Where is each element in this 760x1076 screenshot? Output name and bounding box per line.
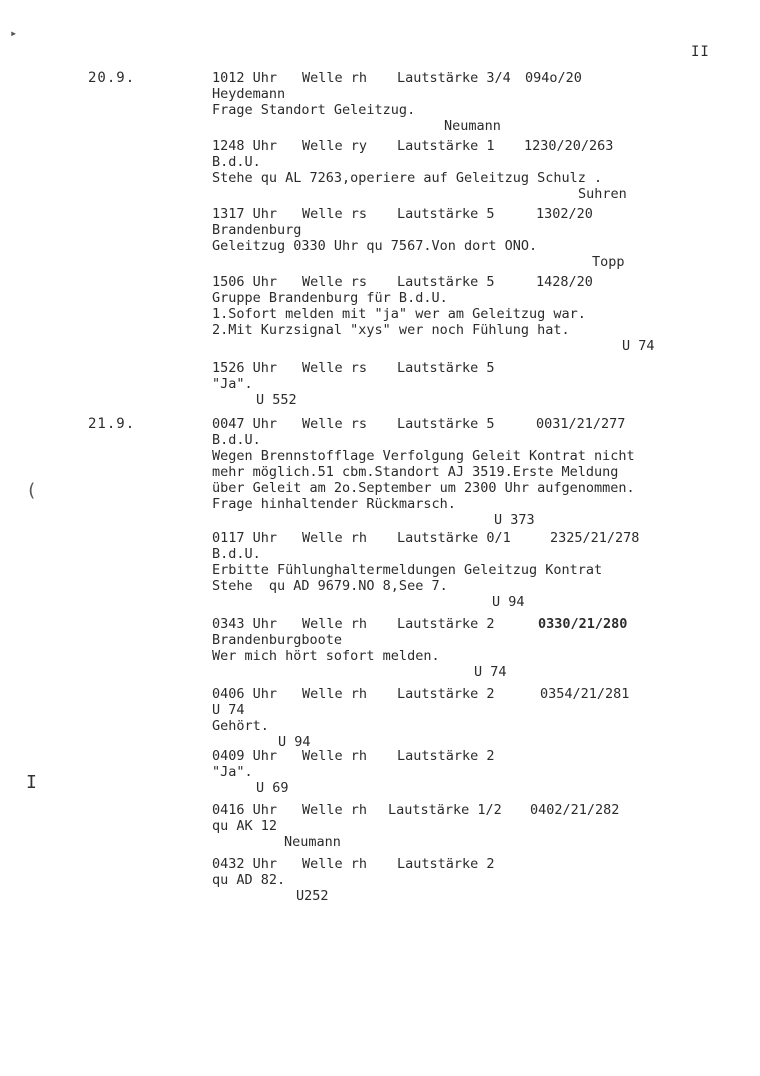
entry-line: 1.Sofort melden mit "ja" wer am Geleitzug war. — [212, 306, 586, 322]
signature-text: Neumann — [284, 834, 341, 850]
entry-line: über Geleit am 2o.September um 2300 Uhr aufgenommen. — [212, 480, 635, 496]
entry-line: Heydemann — [212, 86, 286, 102]
entry-signature — [212, 834, 732, 852]
entry-line: qu AK 12 — [212, 818, 278, 834]
entry-header — [212, 748, 732, 764]
entry-wave: Welle rh — [302, 616, 368, 632]
entry-signature — [212, 888, 732, 906]
entry-line: Brandenburgboote — [212, 632, 343, 648]
date-label: 21.9. — [88, 416, 136, 432]
log-entry — [212, 206, 732, 272]
signature-text: U 94 — [278, 734, 311, 750]
log-entry — [212, 416, 732, 530]
signature-text: U 373 — [494, 512, 535, 528]
entry-number: 0330/21/280 — [538, 616, 628, 632]
entry-number: 1230/20/263 — [524, 138, 614, 154]
entry-line: B.d.U. — [212, 432, 261, 448]
log-entry — [212, 802, 732, 852]
entry-volume: Lautstärke 1/2 — [388, 802, 502, 818]
entry-number: 1302/20 — [536, 206, 593, 222]
entry-line: "Ja". — [212, 376, 253, 392]
entry-header — [212, 360, 732, 376]
entry-signature — [212, 338, 732, 356]
entry-signature — [212, 664, 732, 682]
entry-time: 0406 Uhr — [212, 686, 278, 702]
entry-volume: Lautstärke 1 — [397, 138, 495, 154]
log-entry — [212, 616, 732, 682]
entry-wave: Welle rh — [302, 530, 368, 546]
punch-hole-mark: ( — [26, 480, 37, 501]
entry-wave: Welle ry — [302, 138, 368, 154]
entry-line: "Ja". — [212, 764, 253, 780]
entry-volume: Lautstärke 5 — [397, 274, 495, 290]
entry-line: Frage Standort Geleitzug. — [212, 102, 416, 118]
entry-line: Geleitzug 0330 Uhr qu 7567.Von dort ONO. — [212, 238, 538, 254]
entry-wave: Welle rh — [302, 70, 368, 86]
log-entry — [212, 530, 732, 612]
entry-volume: Lautstärke 2 — [397, 616, 495, 632]
entry-header — [212, 206, 732, 222]
punch-hole-mark: I — [26, 772, 37, 793]
signature-text: U 552 — [256, 392, 297, 408]
entry-header — [212, 274, 732, 290]
entry-wave: Welle rh — [302, 802, 368, 818]
entry-line: Frage hinhaltender Rückmarsch. — [212, 496, 456, 512]
entry-wave: Welle rs — [302, 416, 368, 432]
punch-mark: ▸ — [10, 26, 18, 40]
entry-number: 0402/21/282 — [530, 802, 620, 818]
signature-text: U252 — [296, 888, 329, 904]
entry-header — [212, 802, 732, 818]
signature-text: Topp — [592, 254, 625, 270]
log-entry — [212, 856, 732, 906]
entry-time: 1012 Uhr — [212, 70, 278, 86]
entry-time: 1526 Uhr — [212, 360, 278, 376]
signature-text: Suhren — [578, 186, 627, 202]
entry-number: 1428/20 — [536, 274, 593, 290]
entry-header — [212, 530, 732, 546]
entry-line: Stehe qu AD 9679.NO 8,See 7. — [212, 578, 448, 594]
entry-time: 1317 Uhr — [212, 206, 278, 222]
entry-line: Brandenburg — [212, 222, 302, 238]
entry-time: 0117 Uhr — [212, 530, 278, 546]
entry-line: Erbitte Fühlunghaltermeldungen Geleitzug Kontrat — [212, 562, 603, 578]
entry-number: 0031/21/277 — [536, 416, 626, 432]
entry-time: 0416 Uhr — [212, 802, 278, 818]
entry-number: 0354/21/281 — [540, 686, 630, 702]
entry-signature — [212, 254, 732, 272]
entry-line: qu AD 82. — [212, 872, 286, 888]
entry-line: B.d.U. — [212, 546, 261, 562]
entry-time: 0047 Uhr — [212, 416, 278, 432]
entry-volume: Lautstärke 5 — [397, 206, 495, 222]
entry-time: 0409 Uhr — [212, 748, 278, 764]
entry-signature — [212, 392, 732, 410]
entry-line: B.d.U. — [212, 154, 261, 170]
entry-line: 2.Mit Kurzsignal "xys" wer noch Fühlung hat. — [212, 322, 570, 338]
entry-time: 0432 Uhr — [212, 856, 278, 872]
entry-wave: Welle rs — [302, 274, 368, 290]
entry-wave: Welle rs — [302, 206, 368, 222]
log-entry — [212, 274, 732, 356]
entry-line: Wegen Brennstofflage Verfolgung Geleit Kontrat nicht — [212, 448, 635, 464]
signature-text: U 69 — [256, 780, 289, 796]
entry-signature — [212, 512, 732, 530]
page-number: II — [691, 44, 710, 60]
entry-volume: Lautstärke 2 — [397, 856, 495, 872]
entry-time: 0343 Uhr — [212, 616, 278, 632]
entry-time: 1248 Uhr — [212, 138, 278, 154]
log-entry — [212, 686, 732, 752]
entry-wave: Welle rh — [302, 686, 368, 702]
entry-volume: Lautstärke 5 — [397, 416, 495, 432]
entry-wave: Welle rs — [302, 360, 368, 376]
entry-signature — [212, 186, 732, 204]
entry-header — [212, 416, 732, 432]
log-entry — [212, 70, 732, 136]
entry-header — [212, 856, 732, 872]
log-entry — [212, 748, 732, 798]
entry-volume: Lautstärke 2 — [397, 686, 495, 702]
log-entry — [212, 138, 732, 204]
entry-wave: Welle rh — [302, 856, 368, 872]
entry-wave: Welle rh — [302, 748, 368, 764]
entry-volume: Lautstärke 3/4 — [397, 70, 511, 86]
date-label: 20.9. — [88, 70, 136, 86]
entry-line: Gruppe Brandenburg für B.d.U. — [212, 290, 448, 306]
entry-volume: Lautstärke 5 — [397, 360, 495, 376]
entry-time: 1506 Uhr — [212, 274, 278, 290]
entry-line: U 74 — [212, 702, 245, 718]
entry-line: Gehört. — [212, 718, 269, 734]
entry-header — [212, 138, 732, 154]
entry-volume: Lautstärke 2 — [397, 748, 495, 764]
signature-text: Neumann — [444, 118, 501, 134]
signature-text: U 74 — [474, 664, 507, 680]
signature-text: U 94 — [492, 594, 525, 610]
entry-volume: Lautstärke 0/1 — [397, 530, 511, 546]
entry-signature — [212, 118, 732, 136]
entry-header — [212, 70, 732, 86]
signature-text: U 74 — [622, 338, 655, 354]
entry-number: 2325/21/278 — [550, 530, 640, 546]
entry-number: 094o/20 — [525, 70, 582, 86]
entry-line: Wer mich hört sofort melden. — [212, 648, 440, 664]
entry-header — [212, 616, 732, 632]
entry-signature — [212, 780, 732, 798]
entry-line: Stehe qu AL 7263,operiere auf Geleitzug Schulz . — [212, 170, 603, 186]
entry-line: mehr möglich.51 cbm.Standort AJ 3519.Erste Meldung — [212, 464, 619, 480]
entry-header — [212, 686, 732, 702]
entry-signature — [212, 594, 732, 612]
log-entry — [212, 360, 732, 410]
